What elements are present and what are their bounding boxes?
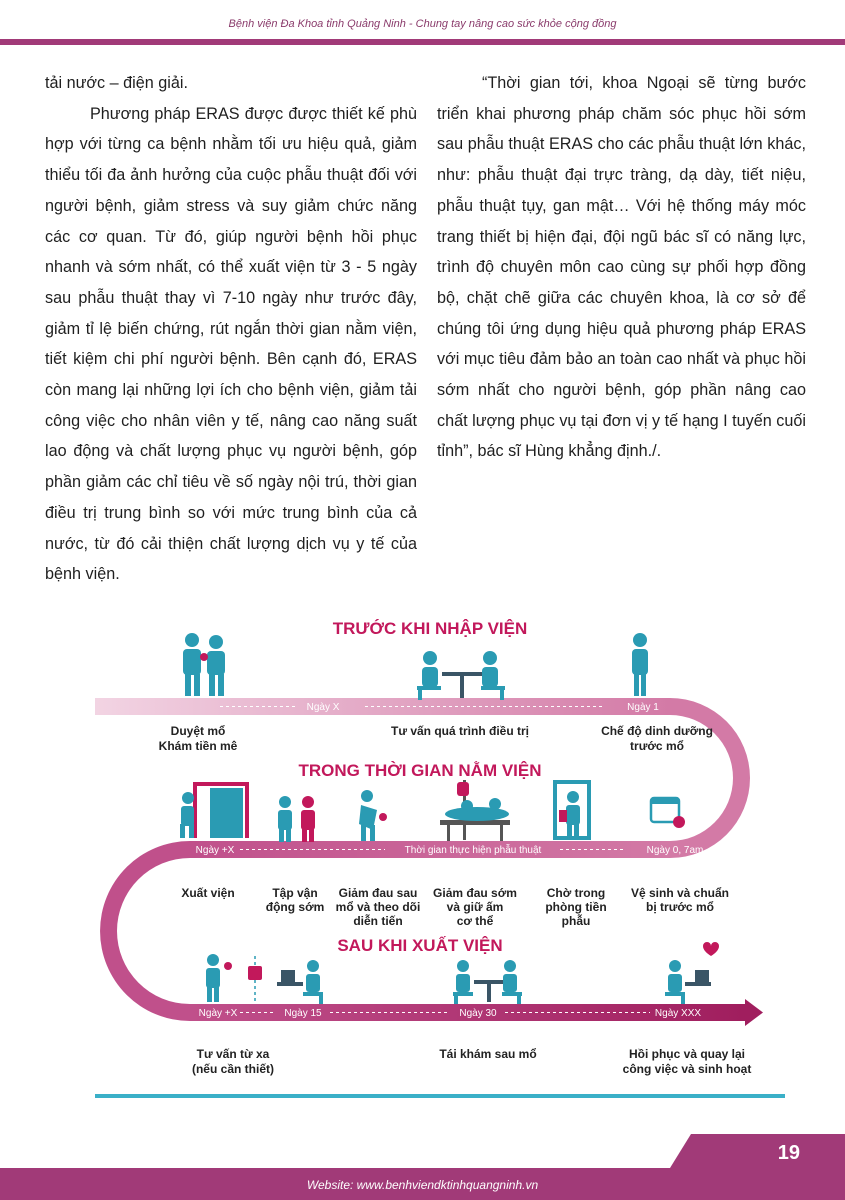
waiting-room-icon xyxy=(555,782,589,838)
page-footer xyxy=(0,1134,845,1200)
section-title: TRONG THỜI GIAN NẰM VIỆN xyxy=(298,761,542,780)
step-label: công việc và sinh hoạt xyxy=(622,1062,752,1076)
step-label: Chờ trong xyxy=(546,886,606,900)
article-column-right xyxy=(437,68,806,467)
page-header xyxy=(0,0,845,46)
article-column-left xyxy=(45,68,417,590)
page-number: 19 xyxy=(777,1142,800,1164)
person-standing-icon xyxy=(632,633,648,696)
recovery-work-icon xyxy=(665,942,719,1004)
step-label: Tư vấn từ xa xyxy=(196,1047,270,1061)
walking-assist-icon xyxy=(278,796,315,842)
page-number-tab xyxy=(670,1134,845,1168)
article-paragraph: tải nước – điện giải. xyxy=(45,74,188,92)
band-label: Ngày +X xyxy=(195,845,235,856)
band-label: Ngày 30 xyxy=(459,1008,497,1019)
band-label: Ngày X xyxy=(306,702,340,713)
step-label: Duyệt mổ xyxy=(170,724,226,738)
step-label: Vệ sinh và chuẩn xyxy=(630,886,730,900)
eras-timeline-infographic xyxy=(95,610,785,1105)
step-label: phẫu xyxy=(561,914,591,928)
calendar-icon xyxy=(651,798,685,828)
pain-relief-icon xyxy=(359,790,387,841)
timeline-arrowhead xyxy=(745,999,763,1026)
step-label: bị trước mổ xyxy=(646,900,714,914)
step-label: Giảm đau sau xyxy=(338,886,418,900)
checkup-icon xyxy=(453,960,522,1004)
step-label: (nếu cần thiết) xyxy=(191,1062,275,1076)
step-label: Tập vận xyxy=(272,886,318,900)
step-label: động sớm xyxy=(265,900,325,914)
step-label: diễn tiến xyxy=(353,914,403,928)
step-label: mổ và theo dõi xyxy=(335,900,421,914)
remote-consult-icon xyxy=(206,954,323,1004)
step-label: trước mổ xyxy=(630,739,684,753)
step-label: và giữ ấm xyxy=(446,900,504,914)
consultation-icon xyxy=(417,651,505,700)
step-label: Tư vấn quá trình điều trị xyxy=(390,724,530,738)
doctor-patient-icon xyxy=(183,633,225,696)
band-label: Ngày 1 xyxy=(627,702,659,713)
step-label: cơ thể xyxy=(456,914,494,928)
step-label: Xuất viện xyxy=(181,886,235,900)
article-paragraph: Phương pháp ERAS được được thiết kế phù hợp với từng ca bệnh nhằm tối ưu hiệu quả, giảm thiểu tối đa ảnh hưởng của cuộc phẫu thuật đối với người bệnh, giảm stress và suy giảm chức năng các cơ quan. Từ đó, giúp người bệnh hồi phục nhanh và sớm nhất, có thể xuất viện từ 3 - 5 ngày sau phẫu thuật thay vì 7-10 ngày như trước đây, giảm tỉ lệ biến chứng, rút ngắn thời gian nằm viện, tiết kiệm chi phí người bệnh. Bên cạnh đó, ERAS còn mang lại những lợi ích cho bệnh viện, giảm tải công việc cho nhân viên y tế, nâng cao năng suất lao động và chất lượng phục vụ người bệnh, góp phần giảm các chỉ tiêu về số ngày nội trú, thời gian điều trị trung bình so với mức trung bình của cả nước, từ đó cải thiện chất lượng dịch vụ y tế của bệnh viện. xyxy=(45,104,417,584)
band-label: Ngày +X xyxy=(198,1008,238,1019)
timeline-curve-right xyxy=(670,698,750,858)
band-label: Ngày XXX xyxy=(654,1008,702,1019)
step-label: Khám tiền mê xyxy=(158,739,238,753)
infographic-divider xyxy=(95,1094,785,1098)
section-title: TRƯỚC KHI NHẬP VIỆN xyxy=(332,619,528,638)
section-title: SAU KHI XUẤT VIỆN xyxy=(337,936,503,955)
article-paragraph: “Thời gian tới, khoa Ngoại sẽ từng bước triển khai phương pháp chăm sóc phục hồi sớm sau phẫu thuật ERAS cho các phẫu thuật lớn khác, như: phẫu thuật đại trực tràng, dạ dày, tiết niệu, phẫu thuật tụy, gan mật… Với hệ thống máy móc trang thiết bị hiện đại, đội ngũ bác sĩ có năng lực, trình độ chuyên môn cao cùng sự phối hợp đồng bộ, chặt chẽ giữa các chuyên khoa, là cơ sở để chúng tôi ứng dụng hiệu quả phương pháp ERAS với mục tiêu đảm bảo an toàn cao nhất và phục hồi sớm nhất cho người bệnh, góp phần nâng cao chất lượng phục vụ tại đơn vị y tế hạng I tuyến cuối tỉnh”, bác sĩ Hùng khẳng định./. xyxy=(437,74,806,461)
step-label: Giảm đau sớm xyxy=(433,886,517,900)
header-title: Bệnh viện Đa Khoa tỉnh Quảng Ninh - Chung tay nâng cao sức khỏe cộng đồng xyxy=(228,18,617,30)
exit-door-icon xyxy=(180,782,249,838)
step-label: Tái khám sau mổ xyxy=(439,1047,537,1061)
step-label: phòng tiền xyxy=(545,900,607,914)
band-label: Thời gian thực hiện phẫu thuật xyxy=(404,845,542,856)
step-label: Hồi phục và quay lại xyxy=(628,1047,746,1061)
footer-website: Website: www.benhviendktinhquangninh.vn xyxy=(306,1178,539,1192)
timeline-curve-left xyxy=(100,841,190,1021)
header-divider xyxy=(0,39,845,45)
band-label: Ngày 0, 7am xyxy=(646,845,704,856)
band-label: Ngày 15 xyxy=(284,1008,322,1019)
surgery-bed-icon xyxy=(440,780,510,841)
step-label: Chế độ dinh dưỡng xyxy=(601,724,713,738)
